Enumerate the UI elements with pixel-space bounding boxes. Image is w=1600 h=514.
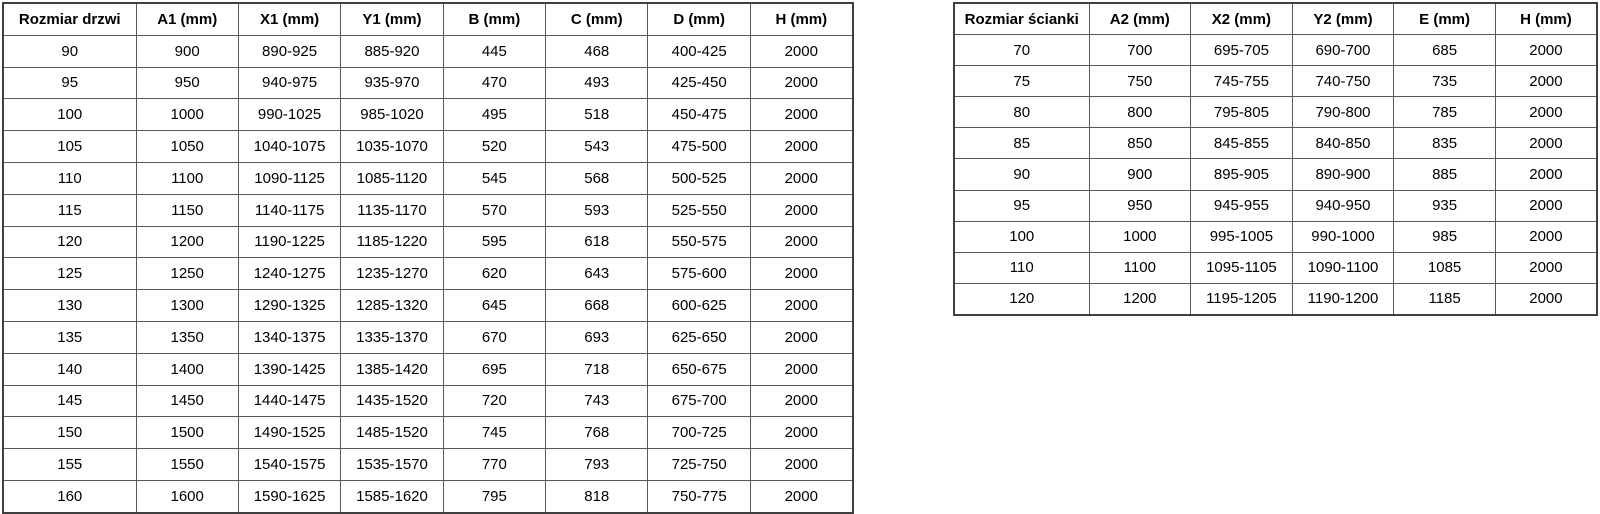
table-cell: 100 [954,221,1089,252]
table-cell: 645 [443,290,545,322]
table-cell: 1435-1520 [341,385,443,417]
table-cell: 1140-1175 [238,194,340,226]
table-cell: 1400 [136,353,238,385]
table-cell: 75 [954,66,1089,97]
column-header: B (mm) [443,3,545,35]
table-cell: 2000 [1495,221,1597,252]
table-cell: 625-650 [648,321,750,353]
table-cell: 2000 [1495,128,1597,159]
table-cell: 2000 [750,480,852,512]
table-cell: 2000 [750,449,852,481]
table-row [954,97,1597,128]
table-cell: 690-700 [1292,35,1394,66]
table-cell: 885 [1394,159,1496,190]
table-cell: 1335-1370 [341,321,443,353]
table-cell: 1440-1475 [238,385,340,417]
table-cell: 985-1020 [341,99,443,131]
table-cell: 700 [1089,35,1191,66]
table-cell: 990-1025 [238,99,340,131]
table-cell: 575-600 [648,258,750,290]
table-cell: 2000 [750,353,852,385]
table-row [954,252,1597,283]
table-cell: 115 [3,194,136,226]
table-cell: 990-1000 [1292,221,1394,252]
table-cell: 550-575 [648,226,750,258]
table-cell: 985 [1394,221,1496,252]
column-header: C (mm) [546,3,648,35]
table-cell: 620 [443,258,545,290]
table-cell: 1190-1225 [238,226,340,258]
table-cell: 650-675 [648,353,750,385]
table-cell: 785 [1394,97,1496,128]
table-cell: 900 [136,35,238,67]
table-row [3,321,853,353]
table-cell: 470 [443,67,545,99]
table-cell: 145 [3,385,136,417]
table-cell: 695-705 [1191,35,1293,66]
table-cell: 2000 [750,290,852,322]
table-row [3,385,853,417]
table-cell: 750 [1089,66,1191,97]
table-row [954,221,1597,252]
table-cell: 935 [1394,190,1496,221]
table-row [3,353,853,385]
table-cell: 895-905 [1191,159,1293,190]
table-cell: 618 [546,226,648,258]
table-cell: 120 [3,226,136,258]
table-cell: 1200 [136,226,238,258]
table-cell: 1100 [136,162,238,194]
table-cell: 1085-1120 [341,162,443,194]
table-cell: 2000 [750,417,852,449]
column-header: H (mm) [1495,3,1597,35]
table-cell: 770 [443,449,545,481]
column-header: E (mm) [1394,3,1496,35]
table-cell: 1185-1220 [341,226,443,258]
table-cell: 795 [443,480,545,512]
table-cell: 745 [443,417,545,449]
table-cell: 2000 [1495,159,1597,190]
table-row [3,99,853,131]
table-cell: 1350 [136,321,238,353]
column-header: A1 (mm) [136,3,238,35]
table-cell: 2000 [750,258,852,290]
table-cell: 1000 [136,99,238,131]
table-cell: 90 [3,35,136,67]
table-cell: 695 [443,353,545,385]
table-row [3,290,853,322]
table-cell: 768 [546,417,648,449]
table-cell: 1090-1100 [1292,252,1394,283]
table-cell: 518 [546,99,648,131]
table-cell: 125 [3,258,136,290]
table-row [3,35,853,67]
table-cell: 1585-1620 [341,480,443,512]
table-cell: 643 [546,258,648,290]
table-cell: 1200 [1089,283,1191,315]
table-cell: 720 [443,385,545,417]
table-row [3,480,853,512]
table-cell: 70 [954,35,1089,66]
column-header: A2 (mm) [1089,3,1191,35]
table-cell: 670 [443,321,545,353]
column-header: Rozmiar ścianki [954,3,1089,35]
table-cell: 110 [954,252,1089,283]
table-row [3,131,853,163]
table-row [954,190,1597,221]
table-cell: 1385-1420 [341,353,443,385]
table-cell: 1490-1525 [238,417,340,449]
table-cell: 790-800 [1292,97,1394,128]
column-header: Rozmiar drzwi [3,3,136,35]
table-cell: 1235-1270 [341,258,443,290]
table-cell: 1035-1070 [341,131,443,163]
table-cell: 1040-1075 [238,131,340,163]
table-cell: 1085 [1394,252,1496,283]
table-cell: 743 [546,385,648,417]
table-cell: 818 [546,480,648,512]
table-cell: 2000 [750,99,852,131]
table-cell: 2000 [750,67,852,99]
table-row [3,162,853,194]
table-cell: 800 [1089,97,1191,128]
table-cell: 945-955 [1191,190,1293,221]
table-cell: 1190-1200 [1292,283,1394,315]
table-row [954,128,1597,159]
table-cell: 935-970 [341,67,443,99]
wall-sizes-table [953,2,1598,316]
table-row [3,67,853,99]
column-header: Y1 (mm) [341,3,443,35]
table-cell: 600-625 [648,290,750,322]
table-row [954,35,1597,66]
table-cell: 2000 [750,321,852,353]
door-sizes-table [2,2,854,514]
table-cell: 545 [443,162,545,194]
table-row [954,66,1597,97]
table-cell: 750-775 [648,480,750,512]
table-cell: 745-755 [1191,66,1293,97]
table-cell: 1590-1625 [238,480,340,512]
table-cell: 2000 [1495,66,1597,97]
table-cell: 1050 [136,131,238,163]
table-cell: 568 [546,162,648,194]
table-row [954,283,1597,315]
table-cell: 493 [546,67,648,99]
table-cell: 1535-1570 [341,449,443,481]
table-cell: 1240-1275 [238,258,340,290]
table-cell: 2000 [750,131,852,163]
table-cell: 90 [954,159,1089,190]
table-cell: 890-925 [238,35,340,67]
table-cell: 160 [3,480,136,512]
table-cell: 1340-1375 [238,321,340,353]
table-cell: 668 [546,290,648,322]
table-cell: 735 [1394,66,1496,97]
table-cell: 1090-1125 [238,162,340,194]
table-cell: 890-900 [1292,159,1394,190]
table-cell: 2000 [1495,190,1597,221]
table-cell: 495 [443,99,545,131]
table-row [3,226,853,258]
table-cell: 2000 [750,162,852,194]
table-cell: 1290-1325 [238,290,340,322]
table-cell: 2000 [1495,35,1597,66]
table-cell: 950 [136,67,238,99]
table-row [3,194,853,226]
table-cell: 543 [546,131,648,163]
table-cell: 840-850 [1292,128,1394,159]
table-cell: 2000 [750,226,852,258]
table-cell: 110 [3,162,136,194]
wall-table-header-row [954,3,1597,35]
table-cell: 693 [546,321,648,353]
table-cell: 95 [954,190,1089,221]
table-cell: 2000 [1495,252,1597,283]
table-cell: 1135-1170 [341,194,443,226]
table-cell: 725-750 [648,449,750,481]
table-cell: 100 [3,99,136,131]
table-cell: 940-975 [238,67,340,99]
table-cell: 1600 [136,480,238,512]
table-cell: 525-550 [648,194,750,226]
table-cell: 2000 [1495,283,1597,315]
table-cell: 718 [546,353,648,385]
table-cell: 795-805 [1191,97,1293,128]
table-cell: 520 [443,131,545,163]
table-cell: 1300 [136,290,238,322]
table-cell: 940-950 [1292,190,1394,221]
table-cell: 1250 [136,258,238,290]
table-cell: 150 [3,417,136,449]
table-cell: 130 [3,290,136,322]
column-header: D (mm) [648,3,750,35]
table-cell: 850 [1089,128,1191,159]
table-cell: 570 [443,194,545,226]
table-cell: 105 [3,131,136,163]
table-cell: 593 [546,194,648,226]
column-header: H (mm) [750,3,852,35]
column-header: X2 (mm) [1191,3,1293,35]
table-cell: 450-475 [648,99,750,131]
table-cell: 1390-1425 [238,353,340,385]
table-cell: 1500 [136,417,238,449]
table-row [3,258,853,290]
table-cell: 95 [3,67,136,99]
table-cell: 425-450 [648,67,750,99]
table-cell: 400-425 [648,35,750,67]
table-cell: 1450 [136,385,238,417]
table-cell: 685 [1394,35,1496,66]
table-row [3,417,853,449]
table-cell: 2000 [750,35,852,67]
table-cell: 1485-1520 [341,417,443,449]
table-cell: 1550 [136,449,238,481]
table-cell: 595 [443,226,545,258]
table-cell: 2000 [1495,97,1597,128]
wall-table-body [954,35,1597,315]
table-cell: 1000 [1089,221,1191,252]
table-cell: 885-920 [341,35,443,67]
table-cell: 900 [1089,159,1191,190]
table-cell: 140 [3,353,136,385]
column-header: Y2 (mm) [1292,3,1394,35]
table-cell: 468 [546,35,648,67]
table-cell: 500-525 [648,162,750,194]
table-cell: 793 [546,449,648,481]
column-header: X1 (mm) [238,3,340,35]
table-cell: 135 [3,321,136,353]
table-cell: 700-725 [648,417,750,449]
table-cell: 1195-1205 [1191,283,1293,315]
table-cell: 1095-1105 [1191,252,1293,283]
table-cell: 1540-1575 [238,449,340,481]
table-cell: 1150 [136,194,238,226]
door-table-header-row [3,3,853,35]
table-cell: 445 [443,35,545,67]
table-cell: 845-855 [1191,128,1293,159]
table-cell: 1285-1320 [341,290,443,322]
table-cell: 675-700 [648,385,750,417]
table-cell: 120 [954,283,1089,315]
table-cell: 835 [1394,128,1496,159]
table-row [954,159,1597,190]
table-cell: 1100 [1089,252,1191,283]
table-cell: 1185 [1394,283,1496,315]
table-cell: 80 [954,97,1089,128]
table-row [3,449,853,481]
table-cell: 950 [1089,190,1191,221]
table-cell: 155 [3,449,136,481]
table-cell: 2000 [750,194,852,226]
table-cell: 995-1005 [1191,221,1293,252]
table-cell: 2000 [750,385,852,417]
table-cell: 475-500 [648,131,750,163]
door-table-body [3,35,853,512]
table-cell: 85 [954,128,1089,159]
table-cell: 740-750 [1292,66,1394,97]
